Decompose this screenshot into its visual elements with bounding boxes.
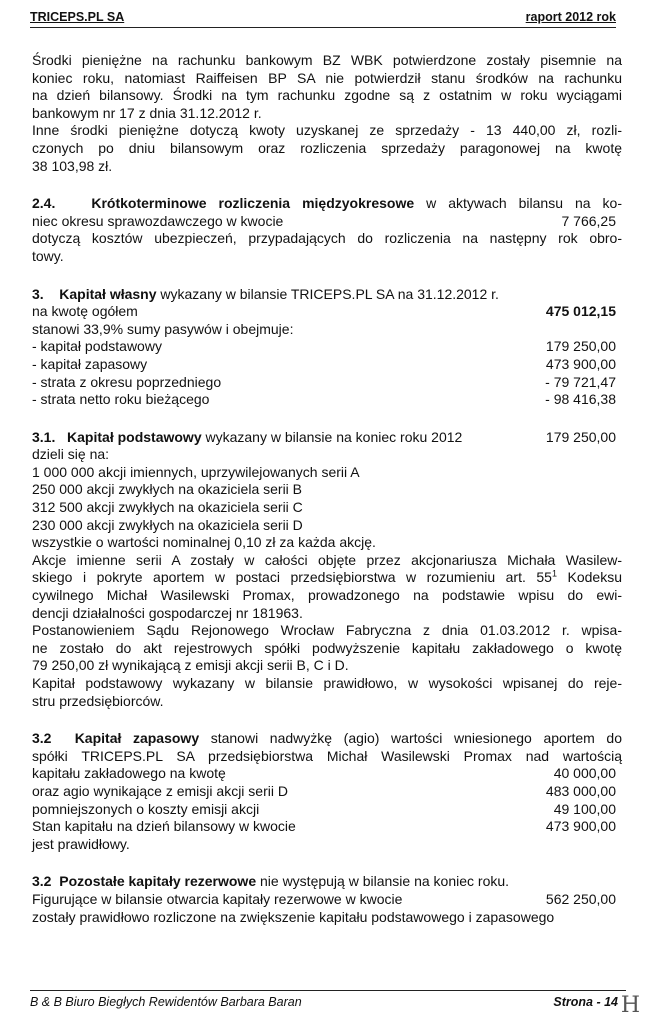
text-line: 79 250,00 zł wynikającą z emisji akcji serii B, C i D. <box>32 657 349 674</box>
text-run: skiego i pokryte aportem w postaci przedsiębiorstwa w rozumieniu art. 55 <box>32 569 552 586</box>
amount-row <box>32 783 622 801</box>
text-line: dzieli się na: <box>32 446 110 463</box>
heading-text: w aktywach bilansu na ko- <box>414 195 623 212</box>
text-line: czonych po dniu bilansowym oraz rozliczenia sprzedaży paragonowej na kwotę <box>32 139 622 156</box>
item-label: - strata z okresu poprzedniego <box>32 373 222 390</box>
section-heading <box>32 286 622 304</box>
section-heading <box>32 873 622 891</box>
equity-item <box>32 374 622 392</box>
amount-value: 473 900,00 <box>545 818 616 835</box>
footer-page-number <box>553 993 640 1018</box>
page-footer <box>30 990 640 1018</box>
amount-label: kapitału zakładowego na kwotę <box>32 765 226 782</box>
text-line: 250 000 akcji zwykłych na okaziciela serii B <box>32 481 303 498</box>
item-value: 179 250,00 <box>545 338 616 355</box>
section-heading <box>32 730 622 748</box>
section-title: Krótkoterminowe rozliczenia międzyokresowe <box>91 195 415 212</box>
section-3-1 <box>32 429 622 711</box>
section-title: Pozostałe kapitały rezerwowe <box>59 873 257 890</box>
heading-text: wykazany w bilansie TRICEPS.PL SA na 31.12.2012 r. <box>156 285 499 302</box>
amount-row <box>32 213 622 231</box>
amount-label: Figurujące w bilansie otwarcia kapitały rezerwowe w kwocie <box>32 890 403 907</box>
section-2-4 <box>32 195 622 265</box>
amount-row <box>32 765 622 783</box>
amount-label: oraz agio wynikające z emisji akcji serii D <box>32 782 288 799</box>
text-line <box>32 569 622 587</box>
footer-auditor: B & B Biuro Biegłych Rewidentów Barbara Baran <box>30 995 302 1009</box>
text-line: Środki pieniężne na rachunku bankowym BZ WBK potwierdzone zostały pisemnie na <box>32 52 622 68</box>
amount-label: Stan kapitału na dzień bilansowy w kwocie <box>32 818 296 835</box>
amount-value: 49 100,00 <box>553 800 616 817</box>
section-number: 2.4. <box>32 195 56 212</box>
item-value: 473 900,00 <box>545 355 616 372</box>
heading-text: nie występują w bilansie na koniec roku. <box>256 873 510 890</box>
item-label: - strata netto roku bieżącego <box>32 391 210 408</box>
superscript: 1 <box>551 568 557 579</box>
total-label: na kwotę ogółem <box>32 303 138 320</box>
section-number: 3.1. <box>32 428 56 445</box>
text-line: Akcje imienne serii A zostały w całości objęte przez akcjonariusza Michała Wasilew- <box>32 551 622 568</box>
amount-row <box>32 801 622 819</box>
heading-text: wykazany w bilansie na koniec roku 2012 <box>201 428 463 445</box>
total-value: 475 012,15 <box>545 303 616 320</box>
heading-text: stanowi nadwyżkę (agio) wartości wniesionego aportem do <box>199 730 622 747</box>
section-number: 3.2 <box>32 873 52 890</box>
header-report: raport 2012 rok <box>525 10 616 24</box>
section-title: Kapitał zapasowy <box>74 730 200 747</box>
amount-row <box>32 891 622 909</box>
amount-row <box>32 818 622 836</box>
section-number: 3. <box>32 285 44 302</box>
item-label: - kapitał zapasowy <box>32 355 148 372</box>
text-line: Kapitał podstawowy wykazany w bilansie prawidłowo, w wysokości wpisanej do reje- <box>32 675 622 691</box>
text-line: wszystkie o wartości nominalnej 0,10 zł za każda akcję. <box>32 534 376 551</box>
equity-item <box>32 391 622 409</box>
paragraph-other-cash <box>32 122 622 175</box>
text-line: Postanowieniem Sądu Rejonowego Wrocław Fabryczna z dnia 01.03.2012 r. wpisa- <box>32 622 622 639</box>
text-line: koniec roku, natomiast Raiffeisen BP SA nie potwierdził stanu środków na rachunku <box>32 69 622 86</box>
equity-item <box>32 338 622 356</box>
item-label: - kapitał podstawowy <box>32 338 162 355</box>
section-title: Kapitał podstawowy <box>67 428 202 445</box>
section-heading <box>32 429 622 447</box>
section-value: 179 250,00 <box>545 428 616 445</box>
header-company: TRICEPS.PL SA <box>30 10 125 24</box>
item-value: - 79 721,47 <box>545 373 616 390</box>
amount-label: niec okresu sprawozdawczego w kwocie <box>32 212 284 229</box>
page-number: Strona - 14 <box>553 995 618 1009</box>
section-3 <box>32 286 622 409</box>
text-line: stanowi 33,9% sumy pasywów i obejmuje: <box>32 320 294 337</box>
paragraph-bank-confirmation <box>32 52 622 122</box>
section-3-2-other-reserves <box>32 873 622 926</box>
text-line: stru przedsiębiorców. <box>32 692 164 709</box>
text-line: cywilnego Michał Wasilewski Promax, prowadzonego na podstawie wpisu do ewi- <box>32 587 622 604</box>
text-run: Kodeksu <box>556 569 622 586</box>
text-line: zostały prawidłowo rozliczone na zwiększenie kapitału podstawowego i zapasowego <box>32 908 555 925</box>
text-line: Inne środki pieniężne dotyczą kwoty uzyskanej ze sprzedaży - 13 440,00 zł, rozli- <box>32 122 622 139</box>
section-3-2-reserve-capital <box>32 730 622 853</box>
amount-value: 483 000,00 <box>545 782 616 799</box>
text-line: dotyczą kosztów ubezpieczeń, przypadających do rozliczenia na następny rok obro- <box>32 230 622 247</box>
text-line: dencji działalności gospodarczej nr 181963. <box>32 604 303 621</box>
text-line: 312 500 akcji zwykłych na okaziciela serii C <box>32 499 303 516</box>
section-heading <box>32 195 622 213</box>
document-body <box>32 52 622 926</box>
section-title: Kapitał własny <box>59 285 157 302</box>
text-line: 1 000 000 akcji imiennych, uprzywilejowanych serii A <box>32 463 360 480</box>
text-line: spółki TRICEPS.PL SA przedsiębiorstwa Michał Wasilewski Promax nad wartością <box>32 747 622 764</box>
amount-value: 562 250,00 <box>545 890 616 907</box>
handwritten-initial: H <box>620 993 640 1018</box>
amount-label: pomniejszonych o koszty emisji akcji <box>32 800 260 817</box>
total-row <box>32 303 622 321</box>
section-number: 3.2 <box>32 730 52 747</box>
equity-item <box>32 356 622 374</box>
item-value: - 98 416,38 <box>545 391 616 408</box>
amount-value: 7 766,25 <box>561 212 616 229</box>
text-line: towy. <box>32 247 64 264</box>
text-line: 38 103,98 zł. <box>32 157 113 174</box>
text-line: bankowym nr 17 z dnia 31.12.2012 r. <box>32 104 262 121</box>
text-line: na dzień bilansowy. Środki na tym rachunku zgodne są z ostatnim w roku wyciągami <box>32 87 622 104</box>
page-header <box>30 10 616 28</box>
text-line: 230 000 akcji zwykłych na okaziciela serii D <box>32 516 303 533</box>
text-line: ne zostało do akt rejestrowych spółki podwyższenie kapitału zakładowego o kwotę <box>32 639 622 656</box>
text-line: jest prawidłowy. <box>32 835 130 852</box>
amount-value: 40 000,00 <box>553 765 616 782</box>
